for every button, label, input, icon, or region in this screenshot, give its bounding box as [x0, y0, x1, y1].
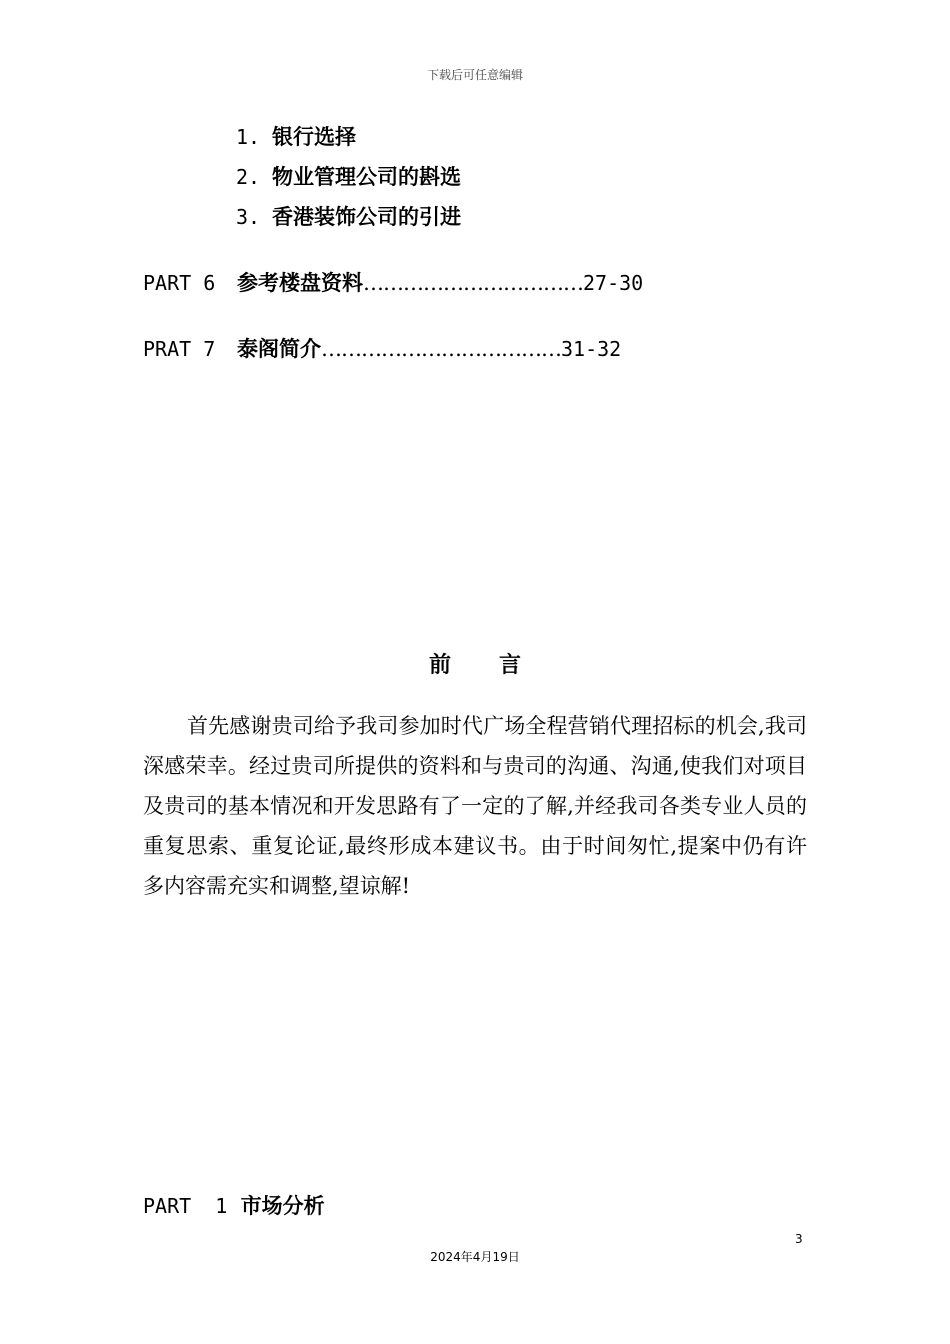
page-number: 3 — [795, 1232, 803, 1246]
toc-item-decoration-company — [236, 201, 461, 231]
toc-item-number: 1. — [236, 125, 261, 149]
part-label: PRAT 7 — [143, 337, 216, 361]
toc-item-number: 2. — [236, 165, 261, 189]
part-title: 泰阁简介 — [237, 336, 321, 361]
part-label: PART 6 — [143, 271, 216, 295]
part-leader-dots: ……………………………… — [321, 337, 561, 361]
footer-date: 2024年4月19日 — [430, 1250, 520, 1264]
preface-heading: 前言 — [428, 652, 569, 678]
toc-part-7 — [143, 333, 621, 363]
part-label: PART 1 — [143, 1194, 228, 1218]
part-pages: 27-30 — [583, 271, 644, 295]
part-leader-dots: …………………………… — [363, 271, 583, 295]
toc-item-label: 香港装饰公司的引进 — [272, 204, 461, 229]
toc-part-6 — [143, 267, 643, 297]
toc-item-number: 3. — [236, 205, 261, 229]
section-heading-part-1 — [143, 1190, 325, 1220]
preface-paragraph: 首先感谢贵司给予我司参加时代广场全程营销代理招标的机会,我司深感荣幸。经过贵司所提供的资料和与贵司的沟通、沟通,使我们对项目及贵司的基本情况和开发思路有了一定的了解,并经我司各类专业人员的重复思索、重复论证,最终形成本建议书。由于时间匆忙,提案中仍有许多内容需充实和调整,望谅解! — [143, 714, 807, 898]
toc-item-property-management — [236, 161, 461, 191]
toc-item-label: 银行选择 — [272, 124, 356, 149]
toc-item-bank-selection — [236, 121, 356, 151]
page-header: 下载后可任意编辑 — [426, 68, 523, 82]
part-pages: 31-32 — [561, 337, 622, 361]
toc-item-label: 物业管理公司的斟选 — [272, 164, 461, 189]
part-title: 市场分析 — [240, 1193, 325, 1218]
part-title: 参考楼盘资料 — [237, 270, 363, 295]
